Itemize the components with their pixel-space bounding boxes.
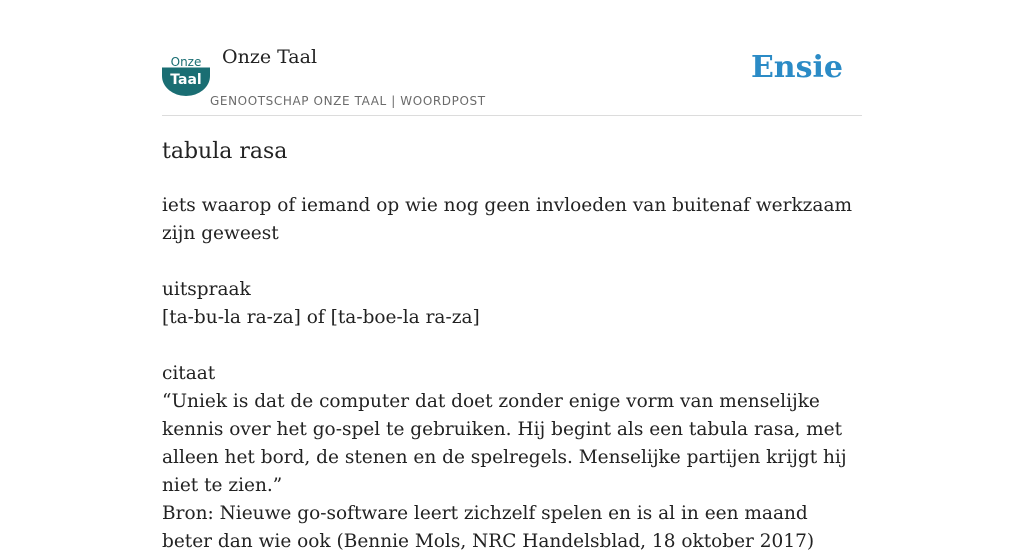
definition-text: iets waarop of iemand op wie nog geen invloeden van buitenaf werkzaam zijn geweest xyxy=(162,195,853,244)
source-text: Bron: Nieuwe go-software leert zichzelf spelen en is al in een maand beter dan wie ook (Bennie Mols, NRC Handelsblad, 18 oktober 2017) xyxy=(162,503,815,552)
header-divider xyxy=(162,115,862,116)
pronunciation-label: uitspraak xyxy=(162,279,251,300)
paragraph-gap xyxy=(162,248,862,276)
logo-shield-icon xyxy=(162,52,210,96)
logo-top-text: Onze xyxy=(170,55,202,69)
entry-card xyxy=(162,0,862,552)
paragraph-gap xyxy=(162,332,862,360)
quote-text: “Uniek is dat de computer dat doet zonder enige vorm van menselijke kennis over het go-spel te gebruiken. Hij begint als een tabula rasa, met alleen het bord, de stenen en de spelregels. Menselijke partijen krijgt hij niet te zien.” xyxy=(162,391,847,496)
author-name[interactable]: Ensie xyxy=(750,50,843,85)
onze-taal-logo[interactable] xyxy=(162,52,210,96)
entry-body xyxy=(162,192,862,556)
pronunciation-text: [ta-bu-la ra-za] of [ta-boe-la ra-za] xyxy=(162,307,480,328)
brand-name[interactable]: Onze Taal xyxy=(222,46,318,68)
logo-bottom-text: Taal xyxy=(170,72,202,88)
brand-subtitle: GENOOTSCHAP ONZE TAAL | WOORDPOST xyxy=(210,94,486,108)
entry-term: tabula rasa xyxy=(162,139,288,164)
quote-label: citaat xyxy=(162,363,216,384)
